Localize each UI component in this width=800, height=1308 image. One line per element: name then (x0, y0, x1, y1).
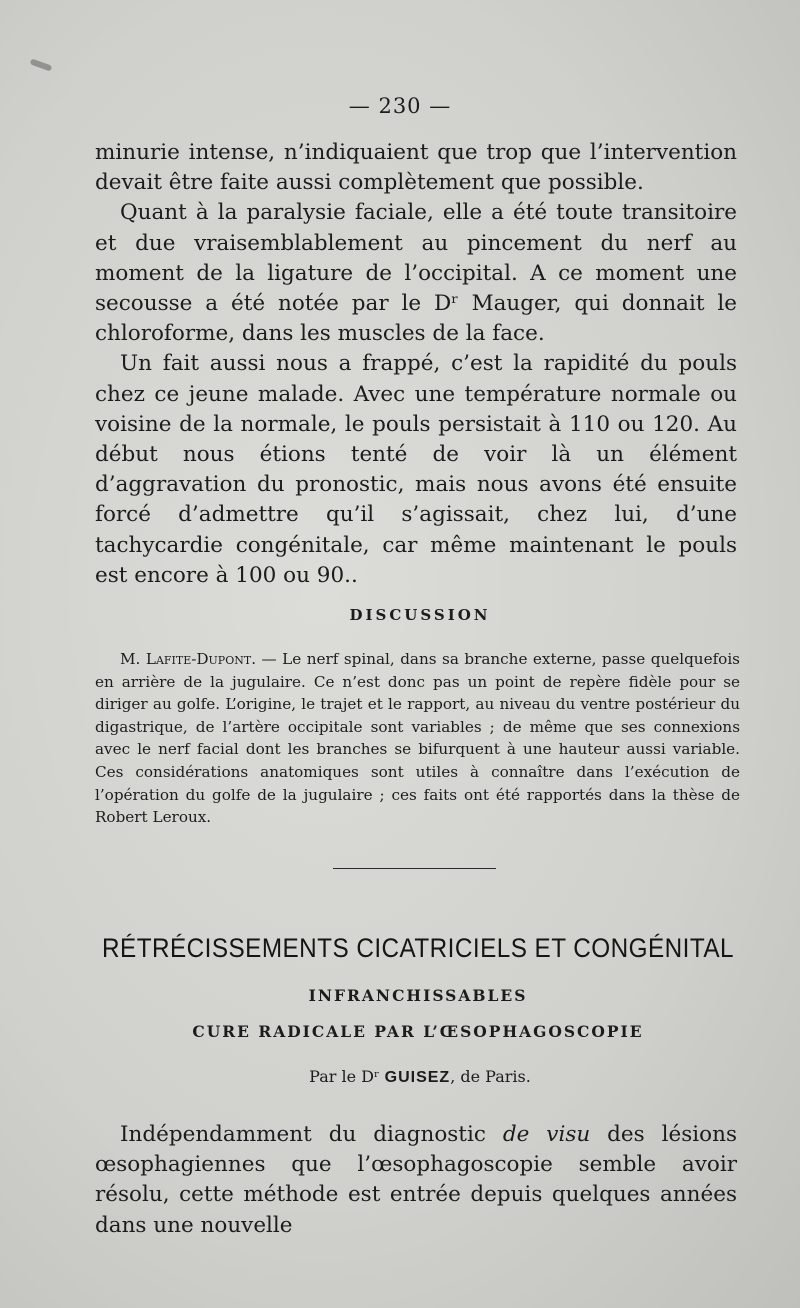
scan-artifact (30, 58, 53, 71)
byline-prefix: Par le Dʳ (309, 1067, 385, 1086)
page-number: — 230 — (348, 94, 452, 118)
paragraph: Quant à la paralysie faciale, elle a été toute transitoire et due vraisemblablement au pincement du nerf au moment de la ligature de l’occipital. A ce moment une secousse a été notée par le Dʳ Mauger, qui donnait le chloroforme, dans les muscles de la face. (95, 200, 737, 347)
byline-suffix: , de Paris. (450, 1067, 531, 1086)
discussion-body: — Le nerf spinal, dans sa branche externe, passe quelquefois en arrière de la jugulaire. Ce n’est donc pas un point de repère fidèle pour se diriger au golfe. L’origine, le trajet et le rapport, au niveau du ventre postérieur du digastrique, de l’artère occipitale sont variables ; de même que ses connexions avec le nerf facial dont les branches se bifurquent à une hauteur aussi variable. Ces considérations anatomiques sont utiles à connaître dans l’exécution de l’opération du golfe de la jugulaire ; ces faits ont été rapportés dans la thèse de Robert Leroux. (95, 650, 740, 827)
body-text (95, 138, 737, 591)
article-intro (95, 1120, 737, 1241)
intro-text: Indépendamment du diagnostic (120, 1122, 503, 1147)
intro-italic: de visu (502, 1122, 591, 1147)
discussion-text (95, 648, 740, 829)
byline-author: GUISEZ (384, 1069, 451, 1086)
paragraph: minurie intense, n’indiquaient que trop que l’intervention devait être faite aussi complètement que possible. (95, 140, 737, 196)
intro-text: des lésions œsophagiennes que l’œsophagoscopie semble avoir résolu, cette méthode est entrée depuis quelques années dans une nouvelle (95, 1122, 737, 1238)
paragraph: Un fait aussi nous a frappé, c’est la rapidité du pouls chez ce jeune malade. Avec une température normale ou voisine de la normale, le pouls persistait à 110 ou 120. Au début nous étions tenté de voir là un élément d’aggravation du pronostic, mais nous avons été ensuite forcé d’admettre qu’il s’agissait, chez lui, d’une tachycardie congénitale, car même maintenant le pouls est encore à 100 ou 90.. (95, 351, 737, 588)
section-divider (333, 868, 496, 869)
article-subtitle: INFRANCHISSABLES (308, 986, 528, 1005)
speaker-name: M. Lafite-Dupont. (120, 650, 257, 668)
discussion-heading: DISCUSSION (349, 606, 491, 624)
byline (0, 1067, 800, 1087)
article-subtitle: CURE RADICALE PAR L’ŒSOPHAGOSCOPIE (192, 1022, 644, 1041)
article-title: RÉTRÉCISSEMENTS CICATRICIELS ET CONGÉNITAL (102, 933, 734, 963)
